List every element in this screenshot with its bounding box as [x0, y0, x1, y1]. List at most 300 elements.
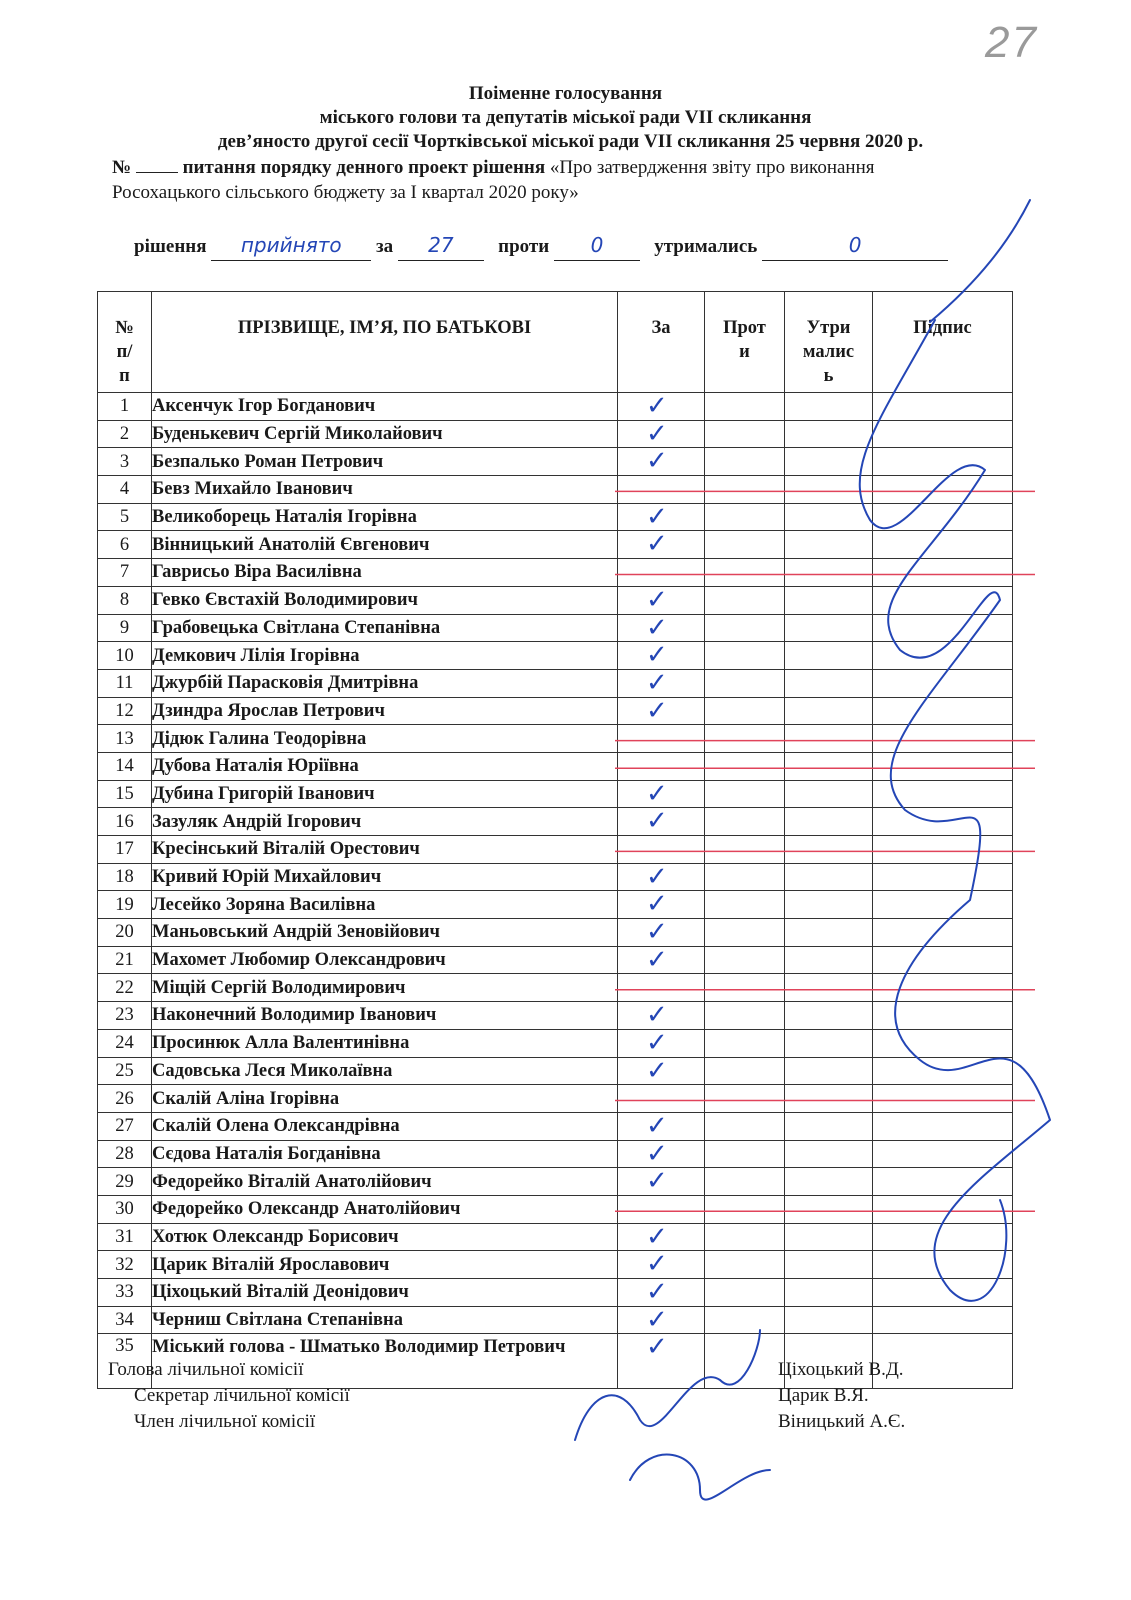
row-signature — [873, 393, 1013, 421]
row-vote-abstain — [785, 1223, 873, 1251]
row-vote-against — [705, 863, 785, 891]
row-vote-for — [618, 1029, 705, 1057]
row-vote-abstain — [785, 891, 873, 919]
row-signature — [873, 1057, 1013, 1085]
table-row — [98, 780, 1013, 808]
abstain-count: 0 — [762, 236, 948, 261]
row-vote-for — [618, 725, 705, 753]
row-signature — [873, 919, 1013, 947]
row-number: 5 — [98, 503, 152, 531]
abstain-label: утримались — [654, 236, 758, 257]
row-signature — [873, 614, 1013, 642]
row-number: 28 — [98, 1140, 152, 1168]
row-vote-against — [705, 697, 785, 725]
table-row — [98, 1029, 1013, 1057]
agenda-item-line — [112, 156, 875, 180]
row-signature — [873, 780, 1013, 808]
row-vote-against — [705, 1223, 785, 1251]
row-number: 33 — [98, 1279, 152, 1307]
row-signature — [873, 1195, 1013, 1223]
row-number: 35 — [98, 1334, 152, 1389]
row-signature — [873, 946, 1013, 974]
row-vote-for — [618, 1168, 705, 1196]
checkmark-icon: ✓ — [646, 391, 668, 421]
against-count: 0 — [554, 236, 640, 261]
row-signature — [873, 1112, 1013, 1140]
row-signature — [873, 1223, 1013, 1251]
row-vote-abstain — [785, 1251, 873, 1279]
row-number: 8 — [98, 586, 152, 614]
row-number: 4 — [98, 476, 152, 504]
title-line-1: Поіменне голосування — [468, 83, 663, 104]
row-vote-for — [618, 614, 705, 642]
row-signature — [873, 836, 1013, 864]
table-row — [98, 393, 1013, 421]
row-signature — [873, 725, 1013, 753]
row-number: 13 — [98, 725, 152, 753]
row-vote-against — [705, 891, 785, 919]
row-vote-for — [618, 642, 705, 670]
checkmark-icon: ✓ — [646, 806, 668, 837]
table-row — [98, 420, 1013, 448]
row-vote-against — [705, 531, 785, 559]
row-vote-for — [618, 1279, 705, 1307]
checkmark-icon: ✓ — [646, 1110, 668, 1141]
row-signature — [873, 891, 1013, 919]
row-signature — [873, 1251, 1013, 1279]
row-signature — [873, 531, 1013, 559]
table-row — [98, 476, 1013, 504]
row-name: Аксенчук Ігор Богданович — [152, 393, 618, 421]
checkmark-icon: ✓ — [646, 695, 668, 726]
row-vote-against — [705, 476, 785, 504]
agenda-number-sign: № — [112, 157, 132, 178]
row-vote-for — [618, 1057, 705, 1085]
row-vote-for — [618, 448, 705, 476]
row-vote-abstain — [785, 393, 873, 421]
row-name: Демкович Лілія Ігорівна — [152, 642, 618, 670]
checkmark-icon: ✓ — [646, 1027, 668, 1058]
row-name: Дубина Григорій Іванович — [152, 780, 618, 808]
row-vote-abstain — [785, 808, 873, 836]
row-vote-abstain — [785, 1195, 873, 1223]
row-vote-against — [705, 1306, 785, 1334]
chair-name: Ціхоцький В.Д. — [778, 1359, 904, 1380]
table-row — [98, 1168, 1013, 1196]
row-vote-for — [618, 1140, 705, 1168]
row-vote-against — [705, 752, 785, 780]
secretary-name: Царик В.Я. — [778, 1385, 869, 1406]
row-number: 31 — [98, 1223, 152, 1251]
row-name: Буденькевич Сергій Миколайович — [152, 420, 618, 448]
header-name: ПРІЗВИЩЕ, ІМ’Я, ПО БАТЬКОВІ — [152, 292, 618, 393]
row-vote-for — [618, 974, 705, 1002]
row-name: Грабовецька Світлана Степанівна — [152, 614, 618, 642]
row-signature — [873, 697, 1013, 725]
row-number: 1 — [98, 393, 152, 421]
row-vote-for — [618, 393, 705, 421]
row-name: Зазуляк Андрій Ігорович — [152, 808, 618, 836]
row-vote-for — [618, 752, 705, 780]
row-number: 16 — [98, 808, 152, 836]
row-vote-abstain — [785, 476, 873, 504]
row-vote-for — [618, 1002, 705, 1030]
row-name: Царик Віталій Ярославович — [152, 1251, 618, 1279]
row-signature — [873, 808, 1013, 836]
row-vote-against — [705, 919, 785, 947]
row-signature — [873, 974, 1013, 1002]
table-row — [98, 1057, 1013, 1085]
row-signature — [873, 476, 1013, 504]
row-number: 20 — [98, 919, 152, 947]
row-name: Махомет Любомир Олександрович — [152, 946, 618, 974]
header-abstain: Утри малис ь — [785, 292, 873, 393]
row-vote-abstain — [785, 531, 873, 559]
row-name: Дідюк Галина Теодорівна — [152, 725, 618, 753]
row-vote-for — [618, 863, 705, 891]
row-name: Безпалько Роман Петрович — [152, 448, 618, 476]
row-vote-abstain — [785, 642, 873, 670]
table-row — [98, 1085, 1013, 1113]
row-vote-abstain — [785, 946, 873, 974]
row-name: Гаврисьо Віра Василівна — [152, 559, 618, 587]
table-row — [98, 559, 1013, 587]
title-line-2: міського голови та депутатів міської ради VII скликання — [319, 107, 812, 128]
table-row — [98, 974, 1013, 1002]
row-number: 2 — [98, 420, 152, 448]
row-vote-against — [705, 808, 785, 836]
header-for: За — [618, 292, 705, 393]
row-vote-against — [705, 1195, 785, 1223]
row-number: 6 — [98, 531, 152, 559]
row-signature — [873, 752, 1013, 780]
row-vote-abstain — [785, 1085, 873, 1113]
agenda-item-label: питання порядку денного проект рішення — [182, 157, 546, 178]
row-name: Скалій Олена Олександрівна — [152, 1112, 618, 1140]
row-number: 23 — [98, 1002, 152, 1030]
row-vote-for — [618, 919, 705, 947]
row-vote-against — [705, 1057, 785, 1085]
checkmark-icon: ✓ — [646, 944, 668, 975]
row-vote-against — [705, 1334, 785, 1389]
row-vote-for — [618, 697, 705, 725]
row-vote-abstain — [785, 614, 873, 642]
row-number: 34 — [98, 1306, 152, 1334]
table-row — [98, 752, 1013, 780]
row-name: Дзиндра Ярослав Петрович — [152, 697, 618, 725]
decision-label: рішення — [134, 236, 207, 257]
secretary-label: Секретар лічильної комісії — [134, 1385, 350, 1406]
row-vote-for — [618, 1334, 705, 1389]
row-vote-against — [705, 420, 785, 448]
row-number: 24 — [98, 1029, 152, 1057]
row-name: Федорейко Віталій Анатолійович — [152, 1168, 618, 1196]
row-vote-for — [618, 531, 705, 559]
row-number: 29 — [98, 1168, 152, 1196]
row-vote-for — [618, 808, 705, 836]
row-name: Бевз Михайло Іванович — [152, 476, 618, 504]
header-against: Прот и — [705, 292, 785, 393]
table-row — [98, 808, 1013, 836]
row-number: 10 — [98, 642, 152, 670]
row-signature — [873, 1002, 1013, 1030]
table-row — [98, 836, 1013, 864]
table-row — [98, 614, 1013, 642]
title-line-3: дев’яносто другої сесії Чортківської міської ради VII скликання 25 червня 2020 р. — [217, 131, 924, 152]
row-name: Скалій Аліна Ігорівна — [152, 1085, 618, 1113]
checkmark-icon: ✓ — [646, 861, 668, 892]
row-name: Хотюк Олександр Борисович — [152, 1223, 618, 1251]
row-number: 18 — [98, 863, 152, 891]
row-name: Дубова Наталія Юріївна — [152, 752, 618, 780]
row-vote-abstain — [785, 420, 873, 448]
table-row — [98, 1279, 1013, 1307]
row-vote-abstain — [785, 1168, 873, 1196]
page-number: 27 — [985, 18, 1038, 67]
row-number: 21 — [98, 946, 152, 974]
row-vote-abstain — [785, 919, 873, 947]
row-number: 15 — [98, 780, 152, 808]
row-name: Маньовський Андрій Зеновійович — [152, 919, 618, 947]
row-signature — [873, 559, 1013, 587]
checkmark-icon: ✓ — [646, 1000, 668, 1031]
row-vote-against — [705, 1168, 785, 1196]
row-vote-abstain — [785, 503, 873, 531]
for-label: за — [376, 236, 394, 257]
row-name: Сєдова Наталія Богданівна — [152, 1140, 618, 1168]
row-signature — [873, 669, 1013, 697]
row-name: Садовська Леся Миколаївна — [152, 1057, 618, 1085]
row-name: Кресінський Віталій Орестович — [152, 836, 618, 864]
checkmark-icon: ✓ — [646, 1166, 668, 1197]
row-vote-against — [705, 1112, 785, 1140]
checkmark-icon: ✓ — [646, 917, 668, 948]
chair-label: Голова лічильної комісії — [108, 1359, 304, 1380]
row-name: Великоборець Наталія Ігорівна — [152, 503, 618, 531]
row-signature — [873, 1168, 1013, 1196]
row-vote-for — [618, 476, 705, 504]
row-vote-against — [705, 780, 785, 808]
row-vote-abstain — [785, 863, 873, 891]
decision-summary — [134, 233, 948, 261]
row-signature — [873, 1085, 1013, 1113]
for-count: 27 — [398, 236, 484, 261]
table-row — [98, 669, 1013, 697]
row-vote-against — [705, 669, 785, 697]
row-number: 7 — [98, 559, 152, 587]
vote-table — [97, 291, 1013, 1389]
row-number: 32 — [98, 1251, 152, 1279]
row-vote-for — [618, 559, 705, 587]
agenda-number-blank — [136, 156, 178, 173]
table-row — [98, 1251, 1013, 1279]
row-vote-against — [705, 448, 785, 476]
table-row — [98, 946, 1013, 974]
row-number: 27 — [98, 1112, 152, 1140]
row-vote-against — [705, 1029, 785, 1057]
row-vote-abstain — [785, 1002, 873, 1030]
table-row — [98, 642, 1013, 670]
row-vote-for — [618, 1085, 705, 1113]
row-vote-for — [618, 946, 705, 974]
checkmark-icon: ✓ — [646, 1277, 668, 1307]
row-vote-abstain — [785, 1140, 873, 1168]
row-name: Джурбій Парасковія Дмитрівна — [152, 669, 618, 697]
row-vote-abstain — [785, 836, 873, 864]
row-number: 11 — [98, 669, 152, 697]
row-vote-against — [705, 946, 785, 974]
row-name: Федорейко Олександр Анатолійович — [152, 1195, 618, 1223]
header-num: № п/п — [98, 292, 152, 393]
checkmark-icon: ✓ — [646, 584, 668, 615]
table-row — [98, 891, 1013, 919]
table-row — [98, 531, 1013, 559]
row-vote-abstain — [785, 697, 873, 725]
row-number: 9 — [98, 614, 152, 642]
against-label: проти — [498, 236, 550, 257]
checkmark-icon: ✓ — [646, 1138, 668, 1169]
row-signature — [873, 863, 1013, 891]
row-vote-abstain — [785, 669, 873, 697]
row-vote-abstain — [785, 780, 873, 808]
row-number: 25 — [98, 1057, 152, 1085]
decision-status: прийнято — [211, 236, 371, 261]
row-vote-for — [618, 1112, 705, 1140]
table-row — [98, 503, 1013, 531]
row-vote-against — [705, 642, 785, 670]
checkmark-icon: ✓ — [646, 1332, 668, 1363]
row-vote-abstain — [785, 752, 873, 780]
checkmark-icon: ✓ — [646, 612, 668, 643]
row-vote-against — [705, 1002, 785, 1030]
row-vote-abstain — [785, 448, 873, 476]
table-row — [98, 1195, 1013, 1223]
table-row — [98, 863, 1013, 891]
row-vote-for — [618, 836, 705, 864]
row-name: Ціхоцький Віталій Деонідович — [152, 1279, 618, 1307]
row-vote-abstain — [785, 725, 873, 753]
checkmark-icon: ✓ — [646, 446, 668, 477]
row-vote-against — [705, 974, 785, 1002]
row-name: Просинюк Алла Валентинівна — [152, 1029, 618, 1057]
row-number: 30 — [98, 1195, 152, 1223]
row-vote-for — [618, 1251, 705, 1279]
row-vote-against — [705, 725, 785, 753]
table-row — [98, 1223, 1013, 1251]
row-name: Вінницький Анатолій Євгенович — [152, 531, 618, 559]
row-vote-for — [618, 503, 705, 531]
table-row — [98, 1002, 1013, 1030]
row-name: Кривий Юрій Михайлович — [152, 863, 618, 891]
row-vote-against — [705, 614, 785, 642]
row-vote-abstain — [785, 1279, 873, 1307]
checkmark-icon: ✓ — [646, 418, 668, 449]
row-number: 14 — [98, 752, 152, 780]
row-name: Черниш Світлана Степанівна — [152, 1306, 618, 1334]
row-number: 3 — [98, 448, 152, 476]
row-vote-against — [705, 586, 785, 614]
checkmark-icon: ✓ — [646, 1221, 668, 1252]
row-vote-against — [705, 393, 785, 421]
row-signature — [873, 642, 1013, 670]
row-vote-abstain — [785, 1029, 873, 1057]
row-vote-for — [618, 891, 705, 919]
member-label: Член лічильної комісії — [134, 1411, 316, 1432]
checkmark-icon: ✓ — [646, 501, 668, 532]
row-number: 26 — [98, 1085, 152, 1113]
row-signature — [873, 1279, 1013, 1307]
header-signature: Підпис — [873, 292, 1013, 393]
table-row — [98, 1140, 1013, 1168]
row-vote-for — [618, 780, 705, 808]
signature-commission-2 — [630, 1455, 770, 1500]
row-number: 17 — [98, 836, 152, 864]
row-vote-against — [705, 559, 785, 587]
checkmark-icon: ✓ — [646, 1055, 668, 1086]
row-vote-against — [705, 1085, 785, 1113]
row-signature — [873, 1029, 1013, 1057]
row-vote-abstain — [785, 586, 873, 614]
agenda-item-title: «Про затвердження звіту про виконання — [549, 157, 875, 178]
row-vote-for — [618, 1306, 705, 1334]
checkmark-icon: ✓ — [646, 640, 668, 671]
row-signature — [873, 1306, 1013, 1334]
agenda-item-line-2: Росохацького сільського бюджету за І квартал 2020 року» — [112, 182, 579, 203]
row-signature — [873, 586, 1013, 614]
row-number: 12 — [98, 697, 152, 725]
row-vote-abstain — [785, 1057, 873, 1085]
row-vote-abstain — [785, 1306, 873, 1334]
row-number: 22 — [98, 974, 152, 1002]
row-vote-against — [705, 1279, 785, 1307]
checkmark-icon: ✓ — [646, 529, 668, 560]
row-number: 19 — [98, 891, 152, 919]
row-name: Міський голова - Шматько Володимир Петрович — [152, 1334, 618, 1389]
row-signature — [873, 420, 1013, 448]
row-name: Лесейко Зоряна Василівна — [152, 891, 618, 919]
row-name: Наконечний Володимир Іванович — [152, 1002, 618, 1030]
member-name: Віницький А.Є. — [778, 1411, 906, 1432]
row-vote-for — [618, 1223, 705, 1251]
row-vote-against — [705, 836, 785, 864]
row-vote-against — [705, 1251, 785, 1279]
checkmark-icon: ✓ — [646, 1249, 668, 1280]
row-vote-for — [618, 669, 705, 697]
table-row — [98, 448, 1013, 476]
row-vote-abstain — [785, 974, 873, 1002]
checkmark-icon: ✓ — [646, 889, 668, 920]
row-vote-against — [705, 1140, 785, 1168]
checkmark-icon: ✓ — [646, 778, 668, 809]
row-vote-against — [705, 503, 785, 531]
row-signature — [873, 448, 1013, 476]
table-row — [98, 725, 1013, 753]
row-name: Гевко Євстахій Володимирович — [152, 586, 618, 614]
row-vote-for — [618, 586, 705, 614]
row-vote-for — [618, 420, 705, 448]
table-row — [98, 919, 1013, 947]
row-signature — [873, 503, 1013, 531]
table-row — [98, 1112, 1013, 1140]
document-header — [0, 82, 1131, 154]
row-vote-abstain — [785, 1112, 873, 1140]
row-name: Міщій Сергій Володимирович — [152, 974, 618, 1002]
table-row — [98, 697, 1013, 725]
row-vote-abstain — [785, 559, 873, 587]
table-row — [98, 586, 1013, 614]
row-signature — [873, 1140, 1013, 1168]
checkmark-icon: ✓ — [646, 1304, 668, 1335]
